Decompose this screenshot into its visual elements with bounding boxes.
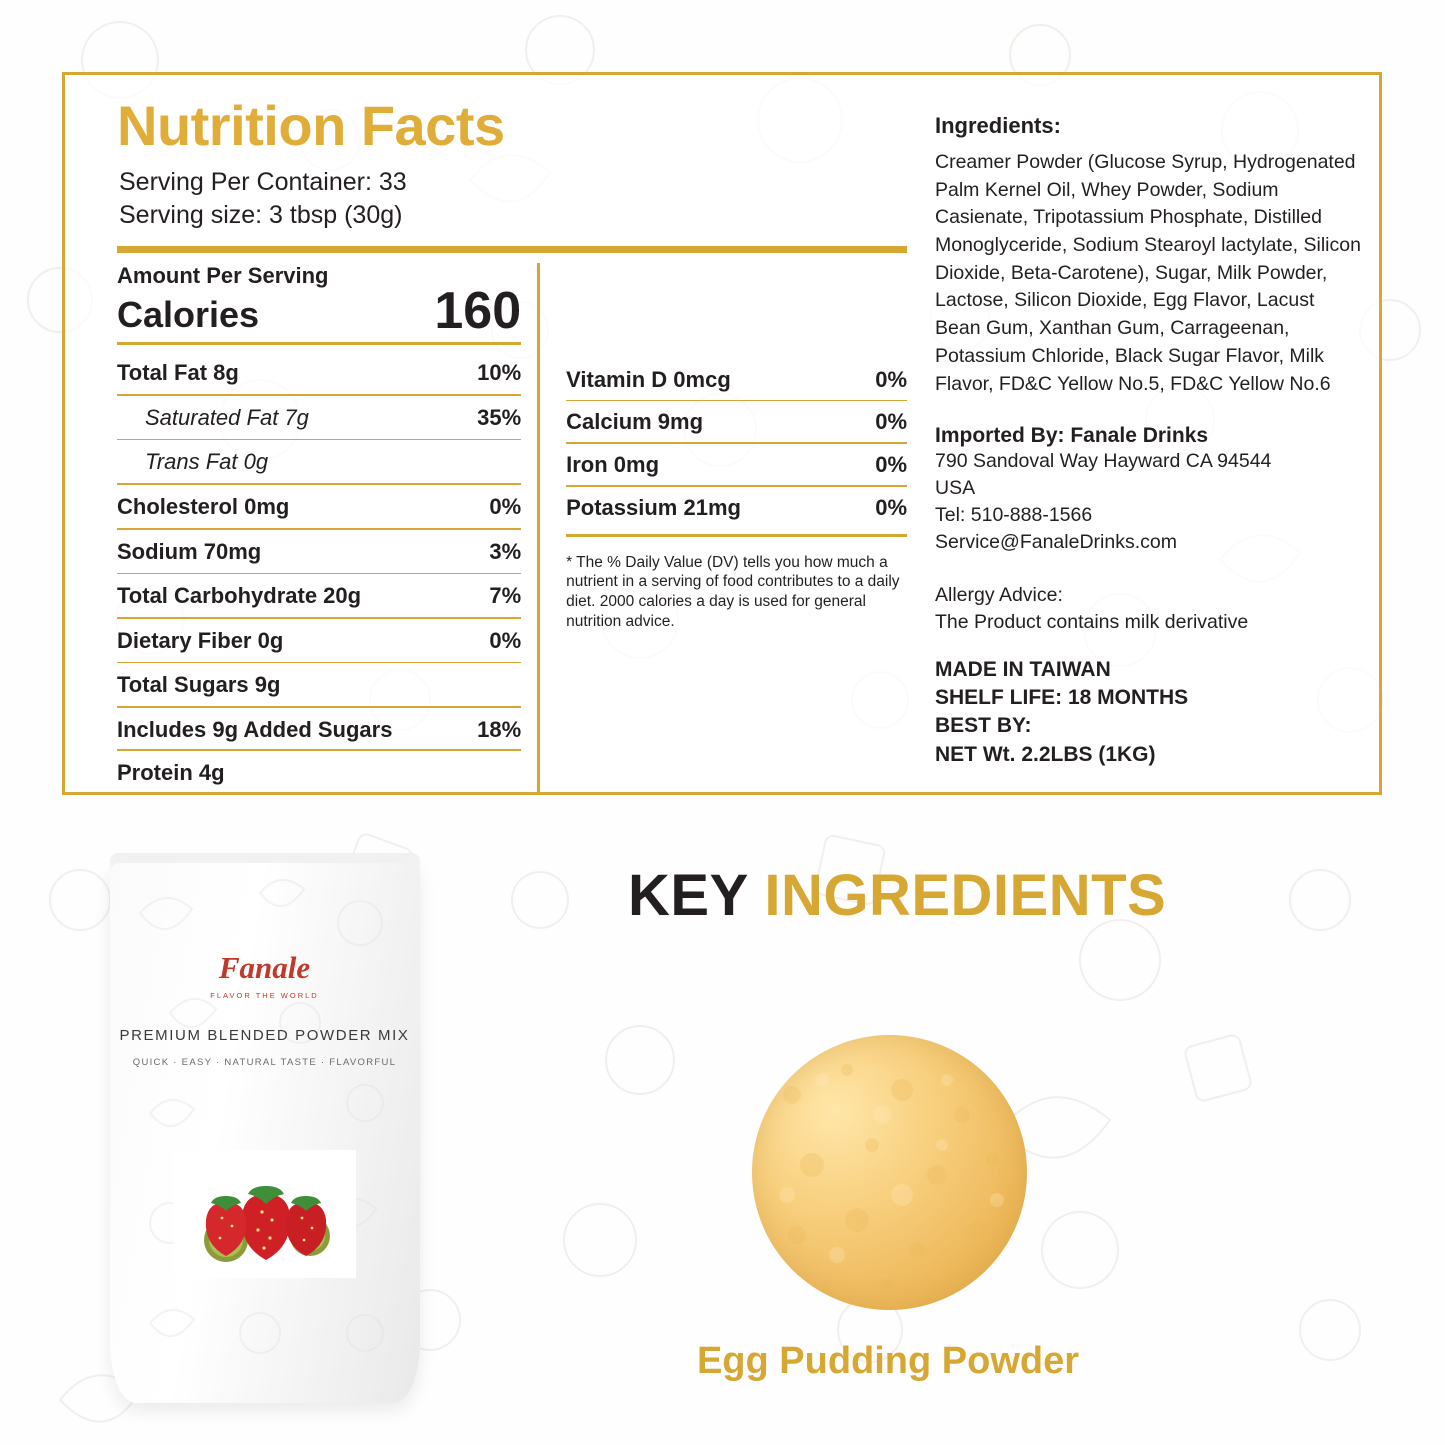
product-bag-image <box>92 845 437 1405</box>
nutrient-name: Protein 4g <box>117 759 225 785</box>
serving-size: Serving size: 3 tbsp (30g) <box>119 200 403 229</box>
table-row <box>117 485 521 528</box>
nutrition-columns <box>117 263 907 794</box>
vitamin-column <box>566 263 907 794</box>
egg-pudding-powder-image <box>752 1035 1027 1310</box>
bag-product-line: PREMIUM BLENDED POWDER MIX <box>119 1027 410 1044</box>
nutrient-name: Sodium 70mg <box>117 538 262 564</box>
nutrient-dv: 18% <box>477 716 522 742</box>
table-row <box>566 359 907 400</box>
table-row <box>117 663 521 706</box>
allergy-heading: Allergy Advice: <box>935 583 1063 606</box>
importer-block <box>935 424 1365 556</box>
product-info-column <box>935 113 1365 769</box>
table-row <box>117 708 521 749</box>
column-divider <box>537 263 540 794</box>
origin-block <box>935 656 1365 769</box>
nutrition-facts-panel <box>62 72 1382 795</box>
shelf-life: SHELF LIFE: 18 MONTHS <box>935 685 1189 709</box>
table-row <box>117 751 521 794</box>
nutrition-facts-left-column <box>117 94 907 794</box>
vitamin-dv: 0% <box>875 451 907 477</box>
made-in: MADE IN TAIWAN <box>935 657 1111 681</box>
table-row <box>566 401 907 442</box>
amount-per-serving-label: Amount Per Serving <box>117 262 329 288</box>
email-address: Service@FanaleDrinks.com <box>935 530 1177 553</box>
nutrient-dv: 0% <box>489 627 522 653</box>
address-line-1: 790 Sandoval Way Hayward CA 94544 <box>935 450 1272 473</box>
powder-texture <box>752 1035 1027 1310</box>
address-line-2: USA <box>935 477 976 500</box>
ingredients-text: Creamer Powder (Glucose Syrup, Hydrogenated Palm Kernel Oil, Whey Powder, Sodium Casienate, Tripotassium Phosphate, Distilled Monoglyceride, Sodium Stearoyl lactylate, Silicon Dioxide, Beta-Carotene), Sugar, Milk Powder, Lactose, Silicon Dioxide, Egg Flavor, Lacust Bean Gum, Xanthan Gum, Carrageenan, Potassium Chloride, Black Sugar Flavor, Milk Flavor, FD&C Yellow No.5, FD&C Yellow No.6 <box>935 151 1361 395</box>
nutrient-dv: 10% <box>477 360 522 386</box>
nutrient-name: Cholesterol 0mg <box>117 493 290 519</box>
vitamin-name: Vitamin D 0mcg <box>566 366 731 392</box>
nutrient-dv: 3% <box>489 538 522 564</box>
table-row <box>566 444 907 485</box>
vitamin-name: Potassium 21mg <box>566 494 741 520</box>
nutrient-name: Total Carbohydrate 20g <box>117 583 362 609</box>
nutrient-name: Includes 9g Added Sugars <box>117 716 393 742</box>
key-title-part-1: KEY <box>628 863 765 928</box>
nutrient-dv: 0% <box>489 493 522 519</box>
allergy-block <box>935 582 1365 636</box>
calories-row <box>117 281 522 340</box>
spacer <box>566 263 907 359</box>
brand-logo: Fanale <box>218 950 311 985</box>
calories-value: 160 <box>434 281 522 340</box>
daily-value-footnote: * The % Daily Value (DV) tells you how much a nutrient in a serving of food contributes to a daily diet. 2000 calories a day is used for general nutrition advice. <box>566 553 900 631</box>
nutrient-name: Total Sugars 9g <box>117 672 281 698</box>
strawberry-kiwi-illustration <box>174 1150 356 1278</box>
divider-medium <box>117 342 521 345</box>
table-row <box>117 619 521 662</box>
nutrient-name: Total Fat 8g <box>117 360 239 386</box>
powder-caption: Egg Pudding Powder <box>696 1340 1080 1382</box>
importer-heading: Imported By: Fanale Drinks <box>935 424 1209 448</box>
bag-doodle-pattern <box>110 863 420 1403</box>
phone-number: Tel: 510-888-1566 <box>935 504 1093 526</box>
table-row <box>117 574 521 617</box>
table-row <box>117 351 521 394</box>
brand-tagline: FLAVOR THE WORLD <box>210 991 319 1000</box>
table-row <box>566 487 907 528</box>
table-row <box>117 530 521 573</box>
nutrient-name: Saturated Fat 7g <box>145 404 309 430</box>
vitamin-name: Iron 0mg <box>566 451 660 477</box>
vitamin-dv: 0% <box>875 409 907 435</box>
key-ingredients-title <box>628 862 1166 929</box>
table-row <box>117 440 521 483</box>
vitamin-dv: 0% <box>875 366 907 392</box>
bag-feature-line: QUICK · EASY · NATURAL TASTE · FLAVORFUL <box>132 1057 397 1068</box>
nutrient-column <box>117 263 527 794</box>
calories-label: Calories <box>117 294 260 336</box>
allergy-text: The Product contains milk derivative <box>935 610 1249 633</box>
net-weight: NET Wt. 2.2LBS (1KG) <box>935 742 1156 766</box>
best-by: BEST BY: <box>935 714 1032 738</box>
page-title: Nutrition Facts <box>117 94 505 157</box>
nutrient-name: Trans Fat 0g <box>145 449 269 475</box>
key-title-part-2: INGREDIENTS <box>764 863 1167 928</box>
ingredients-heading: Ingredients: <box>935 113 1061 138</box>
table-row <box>117 396 521 439</box>
nutrient-dv: 7% <box>489 583 522 609</box>
vitamin-name: Calcium 9mg <box>566 409 704 435</box>
bag-fruit-photo <box>174 1150 356 1278</box>
divider-medium <box>566 534 907 537</box>
nutrient-dv: 35% <box>477 404 522 430</box>
nutrient-name: Dietary Fiber 0g <box>117 627 284 653</box>
vitamin-dv: 0% <box>875 494 907 520</box>
serving-per-container: Serving Per Container: 33 <box>119 167 407 196</box>
divider-thick <box>117 246 907 253</box>
